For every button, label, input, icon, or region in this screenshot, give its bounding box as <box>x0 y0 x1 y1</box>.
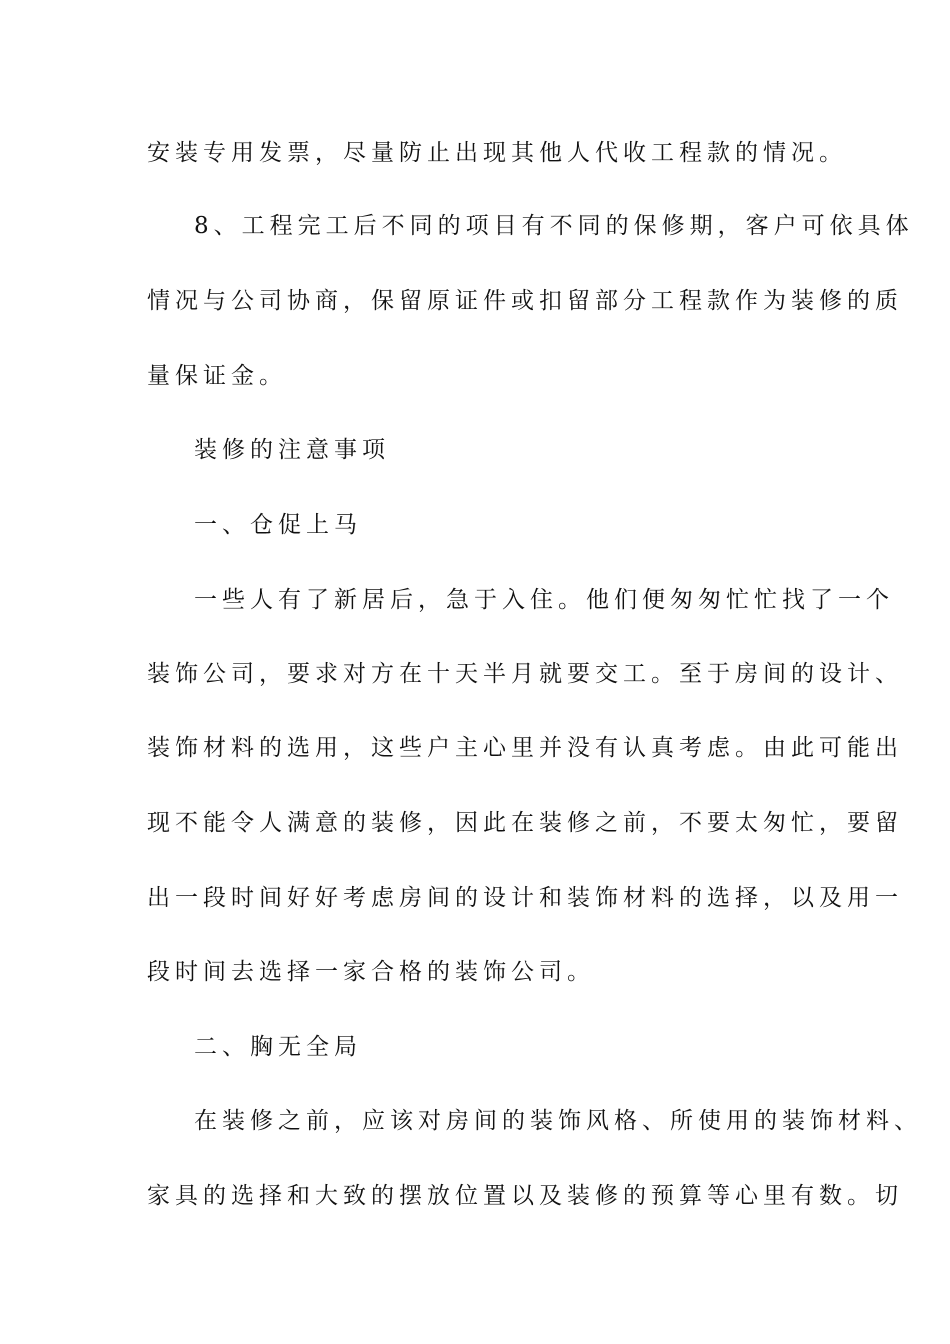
paragraph-line: 装饰材料的选用，这些户主心里并没有认真考虑。由此可能出 <box>147 735 903 761</box>
paragraph-line: 现不能令人满意的装修，因此在装修之前，不要太匆忙，要留 <box>147 810 903 836</box>
subsection-heading: 一、仓促上马 <box>194 512 362 538</box>
paragraph-line: 量保证金。 <box>147 363 287 389</box>
paragraph-line: 在装修之前，应该对房间的装饰风格、所使用的装饰材料、 <box>194 1108 922 1134</box>
section-heading: 装修的注意事项 <box>194 437 390 463</box>
paragraph-line: 装饰公司，要求对方在十天半月就要交工。至于房间的设计、 <box>147 661 903 687</box>
paragraph-line: 情况与公司协商，保留原证件或扣留部分工程款作为装修的质 <box>147 288 903 314</box>
subsection-heading: 二、胸无全局 <box>194 1034 362 1060</box>
paragraph-line: 一些人有了新居后，急于入住。他们便匆匆忙忙找了一个 <box>194 587 894 613</box>
paragraph-line: 家具的选择和大致的摆放位置以及装修的预算等心里有数。切 <box>147 1183 903 1209</box>
paragraph-line: 8、工程完工后不同的项目有不同的保修期，客户可依具体 <box>194 213 914 239</box>
paragraph-line: 出一段时间好好考虑房间的设计和装饰材料的选择，以及用一 <box>147 885 903 911</box>
paragraph-line: 段时间去选择一家合格的装饰公司。 <box>147 959 595 985</box>
paragraph-line: 安装专用发票，尽量防止出现其他人代收工程款的情况。 <box>147 140 847 166</box>
